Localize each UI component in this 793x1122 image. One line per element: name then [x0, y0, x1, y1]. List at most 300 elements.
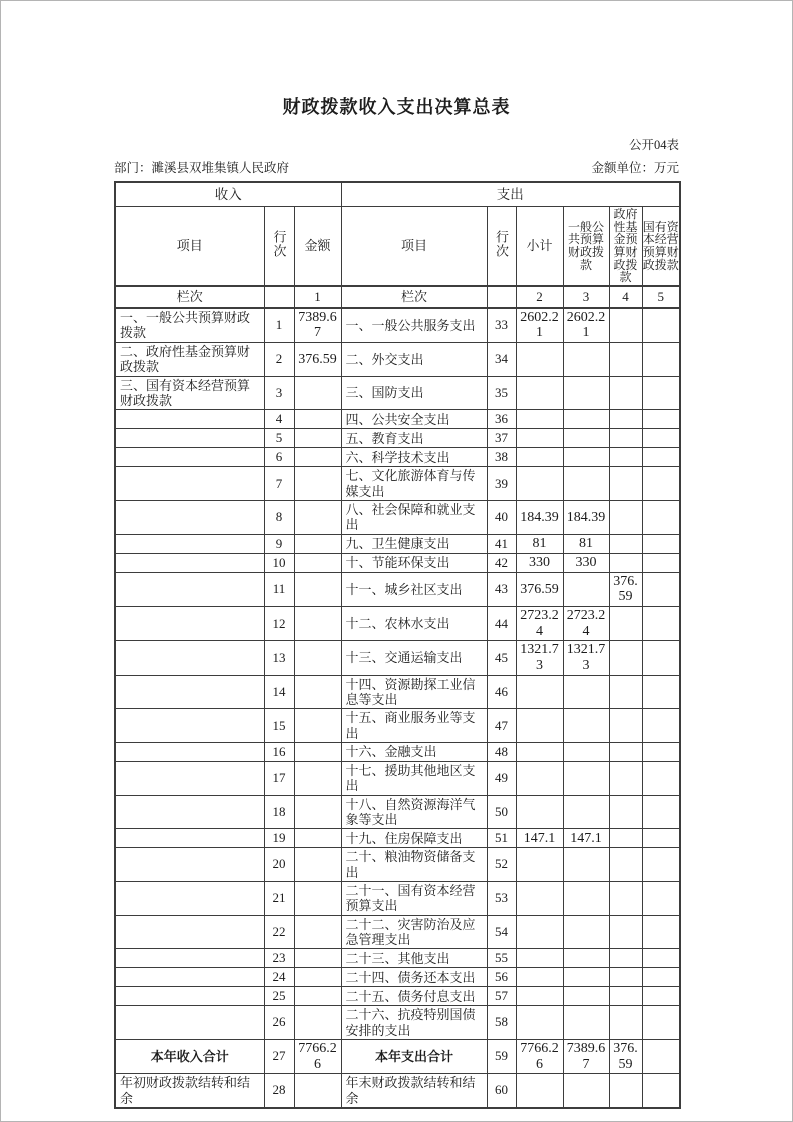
subtotal-cell: 147.1	[516, 829, 563, 848]
state-capital-cell	[642, 987, 680, 1006]
expense-line-no-cell: 39	[487, 467, 516, 501]
table-row	[115, 448, 680, 467]
table-row	[115, 1074, 680, 1108]
table-row	[115, 410, 680, 429]
income-item-cell	[115, 534, 264, 553]
gov-fund-cell	[609, 762, 642, 796]
general-budget-cell	[563, 762, 609, 796]
income-amount-cell: 7389.67	[294, 308, 341, 343]
expense-item-cell: 十四、资源勘探工业信息等支出	[341, 675, 487, 709]
income-amount-cell	[294, 795, 341, 829]
income-amount-cell: 376.59	[294, 343, 341, 377]
general-budget-cell	[563, 968, 609, 987]
subtotal-cell	[516, 429, 563, 448]
gov-fund-cell	[609, 882, 642, 916]
expense-line-no-cell: 34	[487, 343, 516, 377]
gov-fund-cell	[609, 987, 642, 1006]
expense-line-no-cell: 41	[487, 534, 516, 553]
gov-fund-budget-header: 政府性基金预算财政拨款	[609, 207, 642, 286]
expense-line-no-cell: 59	[487, 1040, 516, 1074]
income-item-cell	[115, 641, 264, 675]
income-item-cell: 二、政府性基金预算财政拨款	[115, 343, 264, 377]
state-capital-cell	[642, 949, 680, 968]
income-line-no-cell: 21	[264, 882, 294, 916]
expenditure-section-header: 支出	[341, 182, 680, 207]
general-budget-header: 一般公共预算财政拨款	[563, 207, 609, 286]
column-index-1: 1	[294, 286, 341, 308]
income-line-no-cell: 4	[264, 410, 294, 429]
income-amount-cell	[294, 410, 341, 429]
income-line-no-cell: 7	[264, 467, 294, 501]
income-line-no-cell: 15	[264, 709, 294, 743]
column-header-row	[115, 207, 680, 286]
table-row	[115, 709, 680, 743]
state-capital-cell	[642, 829, 680, 848]
income-amount-cell	[294, 534, 341, 553]
expense-line-no-cell: 57	[487, 987, 516, 1006]
expense-line-no-cell: 47	[487, 709, 516, 743]
income-item-cell	[115, 553, 264, 572]
state-capital-cell	[642, 343, 680, 377]
expense-line-no-cell: 49	[487, 762, 516, 796]
general-budget-cell: 2723.24	[563, 607, 609, 641]
income-amount-cell	[294, 607, 341, 641]
general-budget-cell	[563, 1074, 609, 1108]
table-row	[115, 795, 680, 829]
page-title: 财政拨款收入支出决算总表	[282, 97, 511, 117]
general-budget-cell: 330	[563, 553, 609, 572]
expense-line-no-cell: 46	[487, 675, 516, 709]
state-capital-cell	[642, 534, 680, 553]
income-line-no-cell: 10	[264, 553, 294, 572]
income-amount-cell	[294, 882, 341, 916]
state-capital-cell	[642, 882, 680, 916]
state-capital-cell	[642, 968, 680, 987]
state-capital-cell	[642, 743, 680, 762]
income-item-cell	[115, 987, 264, 1006]
unit-label: 金额单位：万元	[591, 161, 679, 175]
income-amount-cell	[294, 949, 341, 968]
gov-fund-cell	[609, 376, 642, 410]
expense-item-cell: 十三、交通运输支出	[341, 641, 487, 675]
table-row	[115, 987, 680, 1006]
income-item-cell	[115, 410, 264, 429]
expense-item-cell: 三、国防支出	[341, 376, 487, 410]
section-header-row	[115, 182, 680, 207]
subtotal-cell: 7766.26	[516, 1040, 563, 1074]
gov-fund-cell	[609, 553, 642, 572]
gov-fund-cell	[609, 949, 642, 968]
income-item-cell	[115, 1006, 264, 1040]
table-row	[115, 829, 680, 848]
expense-line-no-cell: 56	[487, 968, 516, 987]
expense-item-cell: 一、一般公共服务支出	[341, 308, 487, 343]
expense-line-no-cell: 55	[487, 949, 516, 968]
expense-item-cell: 十八、自然资源海洋气象等支出	[341, 795, 487, 829]
income-amount-cell: 7766.26	[294, 1040, 341, 1074]
gov-fund-cell	[609, 448, 642, 467]
income-amount-cell	[294, 987, 341, 1006]
income-line-no-cell: 5	[264, 429, 294, 448]
expense-line-no-cell: 60	[487, 1074, 516, 1108]
gov-fund-cell	[609, 848, 642, 882]
gov-fund-cell	[609, 968, 642, 987]
income-item-cell: 本年收入合计	[115, 1040, 264, 1074]
table-row	[115, 848, 680, 882]
state-capital-cell	[642, 848, 680, 882]
table-row	[115, 376, 680, 410]
table-row	[115, 743, 680, 762]
state-capital-cell	[642, 410, 680, 429]
income-amount-cell	[294, 848, 341, 882]
gov-fund-cell	[609, 743, 642, 762]
general-budget-cell	[563, 572, 609, 606]
gov-fund-cell	[609, 1006, 642, 1040]
income-item-cell	[115, 915, 264, 949]
gov-fund-cell	[609, 829, 642, 848]
general-budget-cell	[563, 343, 609, 377]
column-index-5: 5	[642, 286, 680, 308]
general-budget-cell	[563, 1006, 609, 1040]
expense-item-cell: 十一、城乡社区支出	[341, 572, 487, 606]
income-amount-cell	[294, 829, 341, 848]
gov-fund-cell	[609, 501, 642, 535]
general-budget-cell	[563, 675, 609, 709]
income-item-cell: 年初财政拨款结转和结余	[115, 1074, 264, 1108]
income-amount-cell	[294, 467, 341, 501]
gov-fund-cell	[609, 709, 642, 743]
income-amount-cell	[294, 743, 341, 762]
subtotal-cell	[516, 1006, 563, 1040]
state-capital-cell	[642, 675, 680, 709]
income-line-no-cell: 23	[264, 949, 294, 968]
general-budget-cell: 1321.73	[563, 641, 609, 675]
table-row	[115, 641, 680, 675]
state-capital-cell	[642, 1040, 680, 1074]
income-line-no-cell: 14	[264, 675, 294, 709]
state-capital-cell	[642, 429, 680, 448]
income-line-no-cell: 6	[264, 448, 294, 467]
department-label: 部门：濉溪县双堆集镇人民政府	[114, 161, 290, 175]
state-capital-cell	[642, 607, 680, 641]
subtotal-cell: 330	[516, 553, 563, 572]
general-budget-cell	[563, 709, 609, 743]
subtotal-cell: 1321.73	[516, 641, 563, 675]
expense-item-cell: 九、卫生健康支出	[341, 534, 487, 553]
table-row	[115, 534, 680, 553]
table-row	[115, 949, 680, 968]
general-budget-cell	[563, 882, 609, 916]
gov-fund-cell	[609, 308, 642, 343]
subtotal-cell	[516, 467, 563, 501]
expense-item-cell: 二十五、债务付息支出	[341, 987, 487, 1006]
income-amount-cell	[294, 1006, 341, 1040]
income-line-no-cell: 8	[264, 501, 294, 535]
income-amount-cell	[294, 376, 341, 410]
income-item-cell	[115, 968, 264, 987]
expense-line-no-cell: 35	[487, 376, 516, 410]
table-row	[115, 553, 680, 572]
income-line-no-cell: 20	[264, 848, 294, 882]
income-line-no-cell: 19	[264, 829, 294, 848]
gov-fund-cell	[609, 641, 642, 675]
expense-line-no-cell: 51	[487, 829, 516, 848]
income-item-cell	[115, 675, 264, 709]
general-budget-cell	[563, 376, 609, 410]
expense-item-header: 项目	[341, 207, 487, 286]
expense-item-cell: 六、科学技术支出	[341, 448, 487, 467]
income-amount-cell	[294, 429, 341, 448]
gov-fund-cell: 376.59	[609, 1040, 642, 1074]
subtotal-cell	[516, 743, 563, 762]
budget-table	[114, 181, 681, 1109]
expense-item-cell: 本年支出合计	[341, 1040, 487, 1074]
state-capital-cell	[642, 448, 680, 467]
table-row	[115, 343, 680, 377]
general-budget-cell: 184.39	[563, 501, 609, 535]
income-amount-cell	[294, 501, 341, 535]
general-budget-cell	[563, 743, 609, 762]
column-index-3: 3	[563, 286, 609, 308]
income-item-cell: 三、国有资本经营预算财政拨款	[115, 376, 264, 410]
income-line-no-cell: 17	[264, 762, 294, 796]
general-budget-cell	[563, 949, 609, 968]
income-item-cell	[115, 572, 264, 606]
general-budget-cell: 7389.67	[563, 1040, 609, 1074]
general-budget-cell	[563, 987, 609, 1006]
gov-fund-cell	[609, 343, 642, 377]
expense-item-cell: 十五、商业服务业等支出	[341, 709, 487, 743]
income-line-no-cell: 27	[264, 1040, 294, 1074]
income-line-no-header	[264, 207, 294, 286]
income-item-cell	[115, 882, 264, 916]
income-amount-cell	[294, 709, 341, 743]
income-amount-cell	[294, 572, 341, 606]
income-amount-cell	[294, 915, 341, 949]
income-item-cell	[115, 795, 264, 829]
state-capital-cell	[642, 553, 680, 572]
empty-index-cell	[264, 286, 294, 308]
income-item-cell: 一、一般公共预算财政拨款	[115, 308, 264, 343]
income-amount-cell	[294, 762, 341, 796]
expense-line-no-cell: 36	[487, 410, 516, 429]
expense-item-cell: 年末财政拨款结转和结余	[341, 1074, 487, 1108]
gov-fund-cell	[609, 1074, 642, 1108]
income-item-cell	[115, 607, 264, 641]
expense-line-no-cell: 58	[487, 1006, 516, 1040]
table-row	[115, 429, 680, 448]
expense-line-no-cell: 37	[487, 429, 516, 448]
income-line-no-cell: 28	[264, 1074, 294, 1108]
general-budget-cell	[563, 448, 609, 467]
income-column-index-label: 栏次	[115, 286, 264, 308]
income-amount-cell	[294, 1074, 341, 1108]
general-budget-cell	[563, 795, 609, 829]
state-capital-budget-header: 国有资本经营预算财政拨款	[642, 207, 680, 286]
general-budget-cell	[563, 410, 609, 429]
state-capital-cell	[642, 641, 680, 675]
expense-item-cell: 五、教育支出	[341, 429, 487, 448]
expense-line-no-cell: 48	[487, 743, 516, 762]
income-line-no-cell: 9	[264, 534, 294, 553]
expense-line-no-cell: 40	[487, 501, 516, 535]
table-row	[115, 915, 680, 949]
expense-line-no-cell: 50	[487, 795, 516, 829]
income-item-cell	[115, 429, 264, 448]
column-index-row	[115, 286, 680, 308]
expense-item-cell: 十二、农林水支出	[341, 607, 487, 641]
income-section-header: 收入	[115, 182, 341, 207]
income-item-cell	[115, 448, 264, 467]
income-item-header: 项目	[115, 207, 264, 286]
expense-line-no-cell: 45	[487, 641, 516, 675]
subtotal-cell	[516, 376, 563, 410]
table-row	[115, 467, 680, 501]
income-amount-cell	[294, 641, 341, 675]
income-line-no-cell: 1	[264, 308, 294, 343]
expense-item-cell: 二、外交支出	[341, 343, 487, 377]
gov-fund-cell	[609, 467, 642, 501]
table-row	[115, 882, 680, 916]
income-line-no-cell: 13	[264, 641, 294, 675]
subtotal-cell	[516, 987, 563, 1006]
income-line-no-cell: 3	[264, 376, 294, 410]
income-item-cell	[115, 949, 264, 968]
expense-item-cell: 十六、金融支出	[341, 743, 487, 762]
income-item-cell	[115, 829, 264, 848]
subtotal-cell	[516, 675, 563, 709]
doc-number: 公开04表	[628, 138, 679, 152]
amount-header: 金额	[294, 207, 341, 286]
income-line-no-cell: 11	[264, 572, 294, 606]
income-line-no-cell: 24	[264, 968, 294, 987]
table-row	[115, 1006, 680, 1040]
general-budget-cell	[563, 848, 609, 882]
general-budget-cell	[563, 429, 609, 448]
table-row	[115, 501, 680, 535]
table-body	[115, 308, 680, 1108]
general-budget-cell: 2602.21	[563, 308, 609, 343]
expense-line-no-cell: 33	[487, 308, 516, 343]
expense-item-cell: 八、社会保障和就业支出	[341, 501, 487, 535]
income-line-no-cell: 2	[264, 343, 294, 377]
gov-fund-cell	[609, 915, 642, 949]
column-index-4: 4	[609, 286, 642, 308]
expense-item-cell: 四、公共安全支出	[341, 410, 487, 429]
gov-fund-cell	[609, 410, 642, 429]
gov-fund-cell	[609, 534, 642, 553]
expense-line-no-cell: 52	[487, 848, 516, 882]
subtotal-cell	[516, 1074, 563, 1108]
income-line-no-header-text: 行次	[271, 230, 287, 259]
income-amount-cell	[294, 448, 341, 467]
income-line-no-cell: 12	[264, 607, 294, 641]
table-row	[115, 1040, 680, 1074]
subtotal-cell	[516, 915, 563, 949]
income-line-no-cell: 25	[264, 987, 294, 1006]
income-item-cell	[115, 848, 264, 882]
income-item-cell	[115, 467, 264, 501]
state-capital-cell	[642, 1074, 680, 1108]
subtotal-cell	[516, 848, 563, 882]
subtotal-cell: 2723.24	[516, 607, 563, 641]
general-budget-cell	[563, 467, 609, 501]
subtotal-header: 小计	[516, 207, 563, 286]
expense-line-no-cell: 43	[487, 572, 516, 606]
table-row	[115, 572, 680, 606]
subtotal-cell	[516, 949, 563, 968]
expense-line-no-header-text: 行次	[494, 230, 510, 259]
state-capital-cell	[642, 572, 680, 606]
subtotal-cell: 184.39	[516, 501, 563, 535]
state-capital-cell	[642, 376, 680, 410]
table-row	[115, 762, 680, 796]
state-capital-cell	[642, 467, 680, 501]
meta-row	[114, 160, 679, 176]
subtotal-cell	[516, 410, 563, 429]
state-capital-cell	[642, 762, 680, 796]
subtotal-cell	[516, 448, 563, 467]
column-index-2: 2	[516, 286, 563, 308]
state-capital-cell	[642, 308, 680, 343]
subtotal-cell	[516, 762, 563, 796]
table-row	[115, 675, 680, 709]
subtotal-cell	[516, 343, 563, 377]
income-line-no-cell: 18	[264, 795, 294, 829]
expense-item-cell: 二十三、其他支出	[341, 949, 487, 968]
subtotal-cell	[516, 709, 563, 743]
income-item-cell	[115, 709, 264, 743]
expense-line-no-header	[487, 207, 516, 286]
expense-item-cell: 二十、粮油物资储备支出	[341, 848, 487, 882]
subtotal-cell	[516, 795, 563, 829]
gov-fund-cell: 376.59	[609, 572, 642, 606]
income-item-cell	[115, 743, 264, 762]
subtotal-cell: 2602.21	[516, 308, 563, 343]
income-amount-cell	[294, 968, 341, 987]
expense-line-no-cell: 53	[487, 882, 516, 916]
table-row	[115, 968, 680, 987]
gov-fund-cell	[609, 429, 642, 448]
state-capital-cell	[642, 709, 680, 743]
expense-line-no-cell: 54	[487, 915, 516, 949]
expense-item-cell: 十、节能环保支出	[341, 553, 487, 572]
subtotal-cell: 376.59	[516, 572, 563, 606]
general-budget-cell	[563, 915, 609, 949]
state-capital-cell	[642, 1006, 680, 1040]
state-capital-cell	[642, 795, 680, 829]
expense-item-cell: 二十六、抗疫特别国债安排的支出	[341, 1006, 487, 1040]
gov-fund-cell	[609, 607, 642, 641]
expense-item-cell: 二十四、债务还本支出	[341, 968, 487, 987]
empty-index-cell	[487, 286, 516, 308]
subtotal-cell	[516, 968, 563, 987]
income-item-cell	[115, 501, 264, 535]
state-capital-cell	[642, 915, 680, 949]
gov-fund-cell	[609, 795, 642, 829]
expense-line-no-cell: 44	[487, 607, 516, 641]
income-line-no-cell: 26	[264, 1006, 294, 1040]
subtotal-cell	[516, 882, 563, 916]
income-line-no-cell: 16	[264, 743, 294, 762]
income-amount-cell	[294, 553, 341, 572]
general-budget-cell: 81	[563, 534, 609, 553]
expense-item-cell: 十七、援助其他地区支出	[341, 762, 487, 796]
expense-line-no-cell: 42	[487, 553, 516, 572]
expense-item-cell: 二十一、国有资本经营预算支出	[341, 882, 487, 916]
income-item-cell	[115, 762, 264, 796]
expense-item-cell: 二十二、灾害防治及应急管理支出	[341, 915, 487, 949]
